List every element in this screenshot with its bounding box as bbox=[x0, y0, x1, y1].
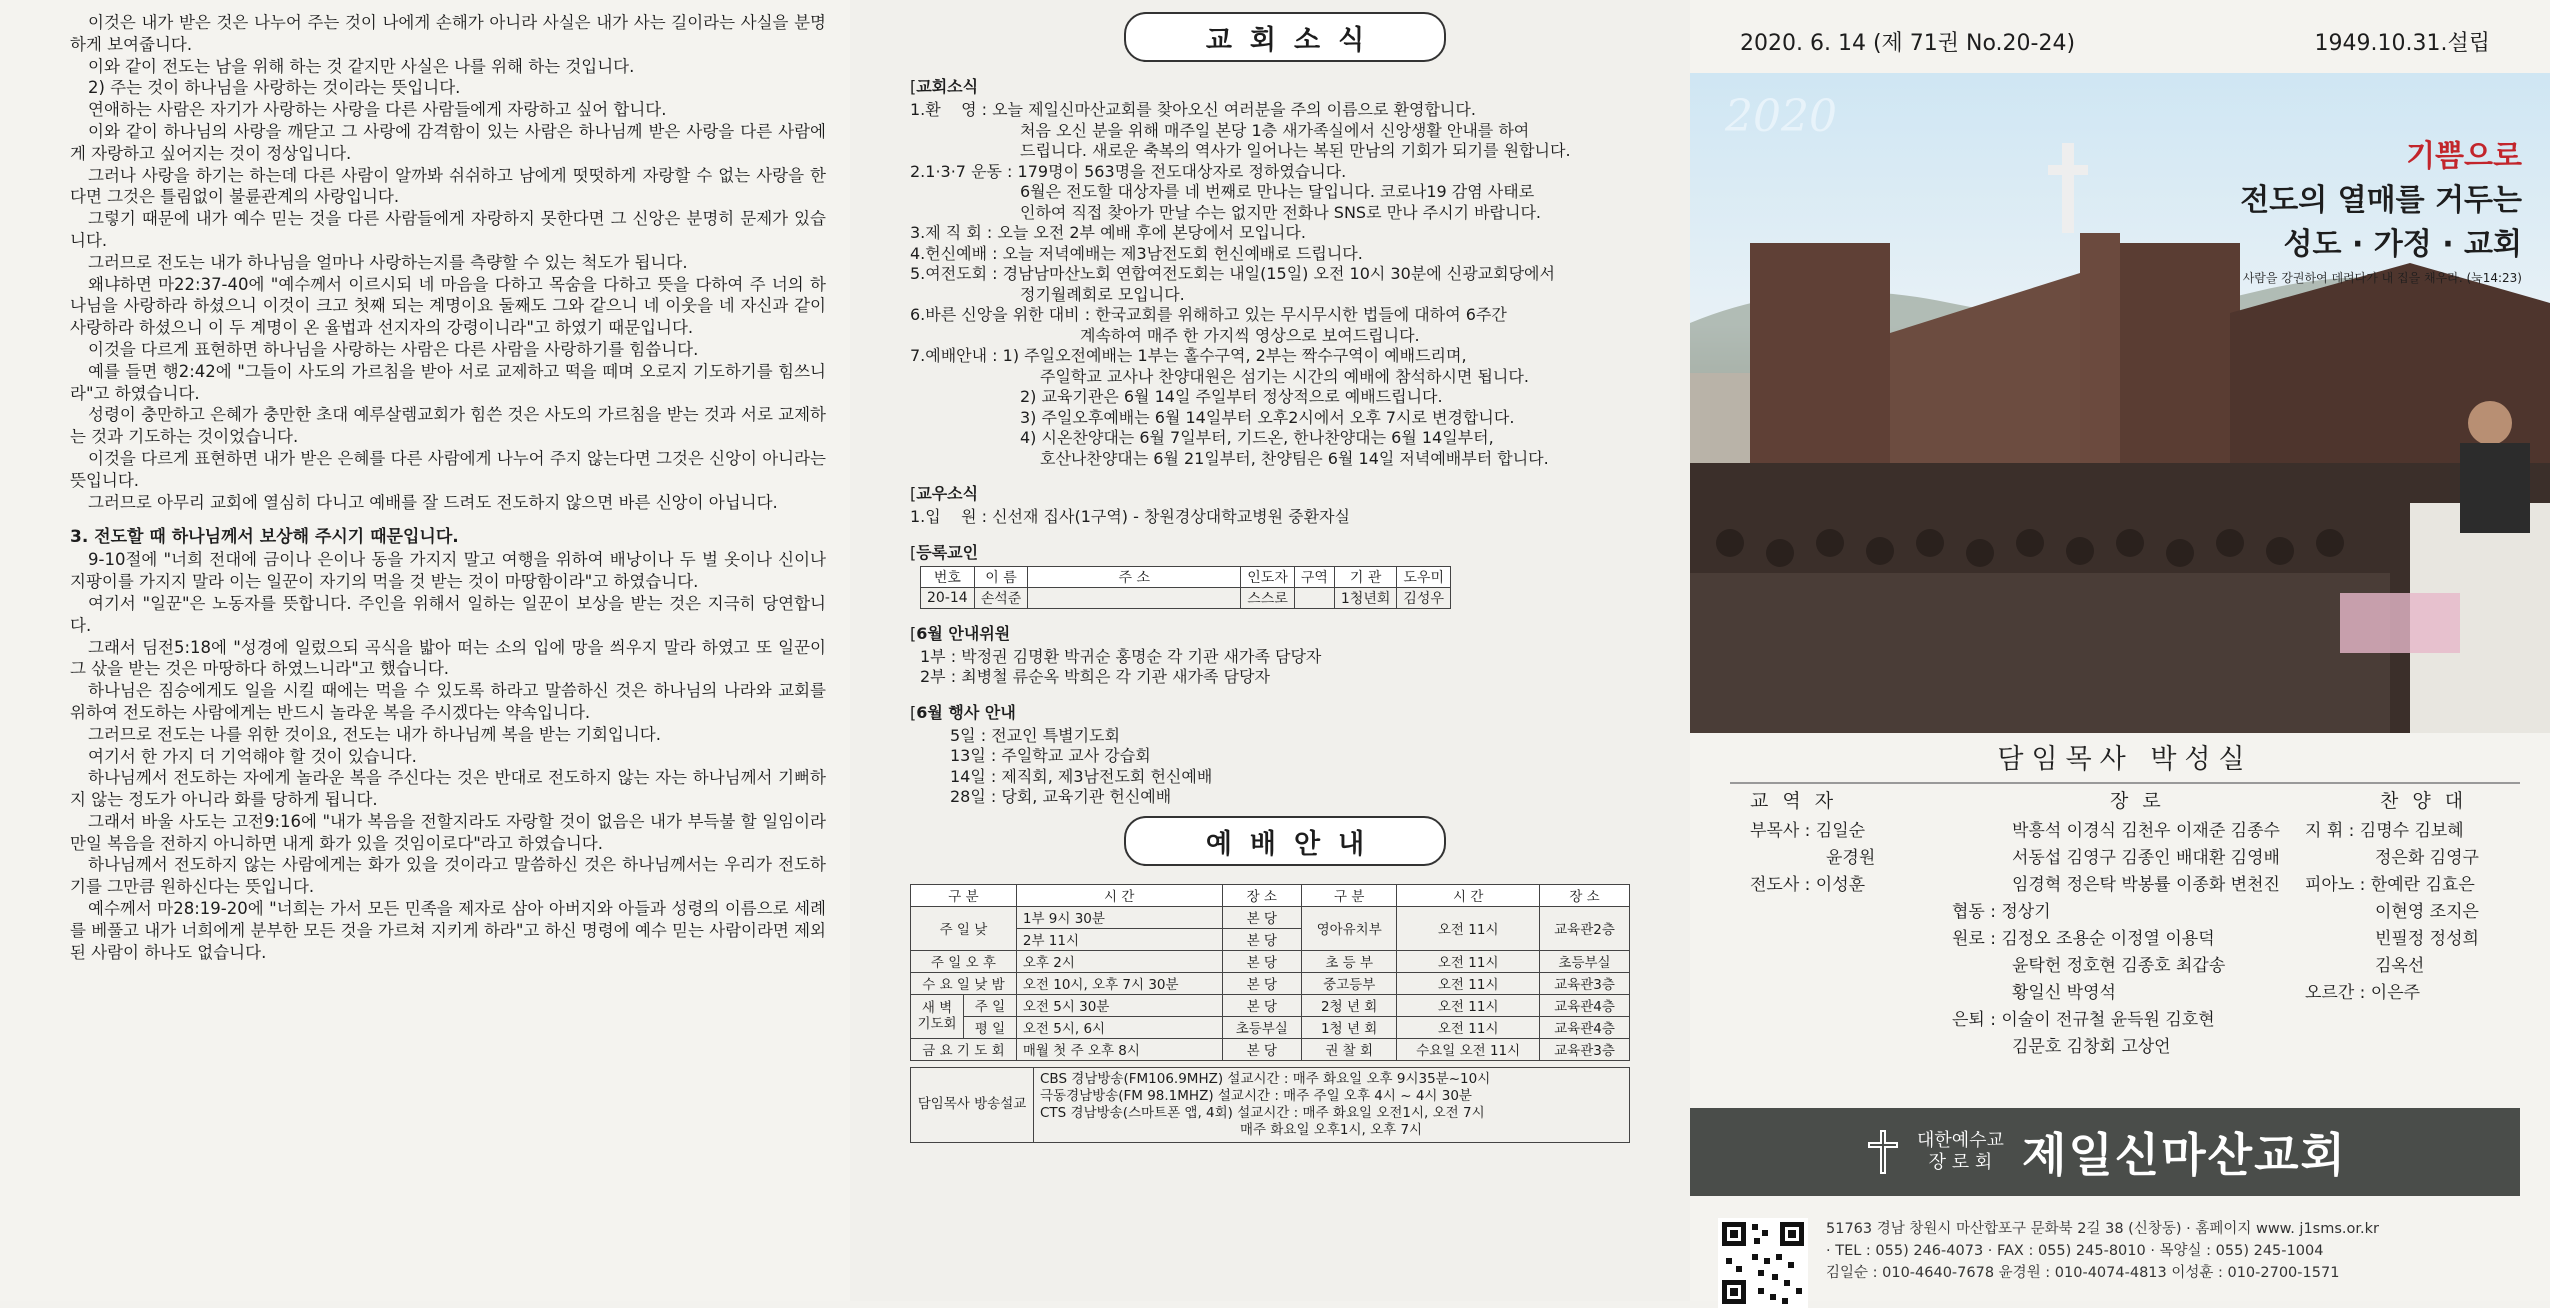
elders-list: 박흥석 이경식 김천우 이재준 김종수 서동섭 김영구 김종인 배대환 김영배 임경혁 정은탁 박봉률 이종화 변천진 협동 : 정상기 원로 : 김정오 조용순 이정열 이용덕 윤탁헌 정호현 김종호 최갑송 황일신 박영석 은퇴 : 이술이 전규철 윤득원 김호현 김문호 김창회 고상언 bbox=[1952, 821, 2280, 1057]
sermon-heading-3: 3. 전도할 때 하나님께서 보상해 주시기 때문입니다. bbox=[70, 527, 459, 548]
table-row: 2부 11시 본 당 bbox=[911, 928, 1630, 950]
wt-header: 장 소 bbox=[1540, 884, 1630, 906]
reg-cell bbox=[1294, 587, 1334, 608]
broadcast-label: 담임목사 방송설교 bbox=[911, 1067, 1034, 1142]
news-item-continued: 호산나찬양대는 6월 21일부터, 찬양팀은 6월 14일 저녁예배부터 합니다. bbox=[1040, 448, 1549, 468]
address: 51763 경남 창원시 마산합포구 문화북 2길 38 (신창동) · 홈페이지 www. j1sms.or.kr bbox=[1826, 1221, 2379, 1237]
news-item: 7.예배안내 : 1) 주일오전예배는 1부는 홀수구역, 2부는 짝수구역이 예배드리며, bbox=[910, 346, 1467, 365]
registration-label: [ 등록교인 bbox=[910, 540, 1660, 563]
reg-header: 번호 bbox=[921, 566, 975, 587]
members-news-item: 1.입 원 : 신선재 집사(1구역) - 창원경상대학교병원 중환자실 bbox=[910, 507, 1350, 526]
news-item-continued: 계속하여 매주 한 가지씩 영상으로 보여드립니다. bbox=[1080, 325, 1420, 345]
reg-cell: 스스로 bbox=[1241, 587, 1295, 608]
reg-cell: 20-14 bbox=[921, 587, 975, 608]
church-name: 제일신마산교회 bbox=[2021, 1128, 2347, 1182]
reg-cell: 1청년회 bbox=[1334, 587, 1396, 608]
sermon-paragraph: 하나님은 짐승에게도 일을 시킬 때에는 먹을 수 있도록 하라고 말씀하신 것은 하나님의 나라와 교회를 위하여 전도하는 사람에게는 반드시 놀라운 복을 주시겠다는 약속입니다. bbox=[70, 681, 826, 722]
sermon-paragraph: 그래서 바울 사도는 고전9:16에 "내가 복음을 전할지라도 자랑할 것이 없음은 내가 부득불 할 일임이라 만일 복음을 전하지 아니하면 내게 화가 있을 것임이로다"라고 하였습니다. bbox=[70, 811, 826, 853]
staff-directory bbox=[1690, 784, 2520, 1104]
footer bbox=[1690, 1218, 2520, 1308]
sermon-paragraph: 이것을 다르게 표현하면 하나님을 사랑하는 사람은 다른 사람을 사랑하기를 힘씁니다. bbox=[88, 339, 699, 359]
news-item: 3.제 직 회 : 오늘 오전 2부 예배 후에 본당에서 모입니다. bbox=[910, 223, 1306, 242]
news-section-label: [ 교회소식 bbox=[910, 74, 1660, 97]
year-overlay: 2020 bbox=[1725, 91, 1837, 142]
sermon-paragraph: 이것은 내가 받은 것은 나누어 주는 것이 나에게 손해가 아니라 사실은 내가 사는 길이라는 사실을 분명하게 보여줍니다. bbox=[70, 13, 826, 54]
sermon-paragraph: 하나님께서 전도하지 않는 사람에게는 화가 있을 것이라고 말씀하신 것은 하나님께서는 우리가 전도하기를 그만큼 원하신다는 뜻입니다. bbox=[70, 855, 826, 897]
guide-label: [ 6월 안내위원 bbox=[910, 621, 1660, 644]
wt-header: 구 분 bbox=[911, 884, 1017, 906]
members-news-label: [ 교우소식 bbox=[910, 481, 1660, 504]
guide-line-2: 2부 : 최병철 류순옥 박희은 각 기관 새가족 담당자 bbox=[920, 667, 1270, 686]
table-row: 평 일 오전 5시, 6시 초등부실 1청 년 회 오전 11시 교육관4층 bbox=[911, 1016, 1630, 1038]
news-list bbox=[910, 100, 1660, 469]
news-column bbox=[850, 0, 1690, 1301]
event-item: 14일 : 제직회, 제3남전도회 헌신예배 bbox=[950, 766, 1213, 786]
news-item: 5.여전도회 : 경남남마산노회 연합여전도회는 내일(15일) 오전 10시 30분에 신광교회당에서 bbox=[910, 264, 1555, 283]
table-row: 주 일 오 후 오후 2시 본 당 초 등 부 오전 11시 초등부실 bbox=[911, 950, 1630, 972]
reg-cell: 손석준 bbox=[974, 587, 1028, 608]
sermon-paragraph: 그래서 딤전5:18에 "성경에 일렀으되 곡식을 밟아 떠는 소의 입에 망을 씌우지 말라 하였고 또 일꾼이 그 삯을 받는 것은 마땅하다 하였느니라"고 했습니다. bbox=[70, 637, 826, 679]
founded-date: 1949.10.31.설립 bbox=[2314, 31, 2490, 56]
sermon-paragraph: 이와 같이 전도는 남을 위해 하는 것 같지만 사실은 나를 위해 하는 것입니다. bbox=[88, 56, 635, 76]
broadcast-lines: CBS 경남방송(FM106.9MHZ) 설교시간 : 매주 화요일 오후 9시35분~10시 극동경남방송(FM 98.1MHZ) 설교시간 : 매주 주일 오후 4시 ~ 4시 30분 CTS 경남방송(스마트폰 앱, 4회) 설교시간 : 매주 화요일 오전1시, 오전 7시 매주 화요일 오후1시, 오후 7시 bbox=[1040, 1070, 1491, 1138]
reg-header: 인도자 bbox=[1241, 566, 1295, 587]
reg-header: 이 름 bbox=[974, 566, 1028, 587]
worship-table bbox=[910, 884, 1630, 1061]
sermon-paragraph: 그러나 사랑을 하기는 하는데 다른 사람이 알까봐 쉬쉬하고 남에게 떳떳하게 자랑할 수 없는 사랑을 한다면 그것은 틀림없이 불륜관계의 사랑입니다. bbox=[70, 165, 826, 207]
sermon-paragraph: 여기서 "일꾼"은 노동자를 뜻합니다. 주인을 위해서 일하는 일꾼이 보상을 받는 것은 지극히 당연합니다. bbox=[70, 593, 826, 635]
events-list bbox=[910, 726, 1660, 808]
church-photo bbox=[1690, 73, 2550, 733]
sermon-paragraph: 그러므로 전도는 나를 위한 것이요, 전도는 내가 하나님께 복을 받는 기회입니다. bbox=[88, 724, 661, 744]
sermon-paragraph: 하나님께서 전도하는 자에게 놀라운 복을 주신다는 것은 반대로 전도하지 않는 자는 하나님께서 기뻐하지 않는 정도가 아니라 화를 당하게 됩니다. bbox=[70, 768, 826, 810]
church-banner bbox=[1690, 1108, 2520, 1196]
sermon-paragraph: 성령이 충만하고 은혜가 충만한 초대 예루살렘교회가 힘쓴 것은 사도의 가르침을 받는 것과 서로 교제하는 것과 기도하는 것이었습니다. bbox=[70, 405, 826, 447]
church-logo-icon bbox=[1863, 1129, 1903, 1175]
sermon-paragraph: 연애하는 사람은 자기가 사랑하는 사랑을 다른 사람들에게 자랑하고 싶어 합니다. bbox=[88, 100, 667, 120]
news-title: 교회소식 bbox=[1124, 12, 1446, 62]
event-item: 5일 : 전교인 특별기도회 bbox=[950, 725, 1120, 745]
news-item-continued: 6월은 전도할 대상자를 네 번째로 만나는 달입니다. 코로나19 감염 사태로 bbox=[1020, 182, 1535, 201]
mobile-numbers: 김일순 : 010-4640-7678 윤경원 : 010-4074-4813 이성훈 : 010-2700-1571 bbox=[1826, 1265, 2340, 1281]
sermon-paragraph: 그러므로 아무리 교회에 열심히 다니고 예배를 잘 드려도 전도하지 않으면 바른 신앙이 아닙니다. bbox=[88, 492, 778, 512]
sermon-paragraph: 예수께서 마28:19-20에 "너희는 가서 모든 민족을 제자로 삼아 아버지와 아들과 성령의 이름으로 세례를 베풀고 내가 너희에게 분부한 모든 것을 가르쳐 지키게 하라"고 하신 명령에 예수 믿는 사람이라면 제외된 사람이 하나도 없습니다. bbox=[70, 899, 826, 962]
news-item: 2.1·3·7 운동 : 179명이 563명을 전도대상자로 정하였습니다. bbox=[910, 161, 1347, 181]
guide-line-1: 1부 : 박정권 김명환 박귀순 홍명순 각 기관 새가족 담당자 bbox=[920, 646, 1322, 666]
reg-cell bbox=[1028, 587, 1241, 608]
sermon-body-2 bbox=[70, 549, 826, 963]
contact-info bbox=[1826, 1218, 2379, 1308]
sermon-paragraph: 그렇기 때문에 내가 예수 믿는 것을 다른 사람들에게 자랑하지 못한다면 그 신앙은 분명히 문제가 있습니다. bbox=[70, 209, 826, 250]
slogan: 기쁨으로 전도의 열매를 거두는 성도 · 가정 · 교회 사람을 강권하여 데려다가 내 집을 채우라. (눅14:23) bbox=[2240, 139, 2522, 285]
wt-header: 시 간 bbox=[1016, 884, 1222, 906]
registration-table bbox=[920, 566, 1451, 609]
news-item-continued: 처음 오신 분을 위해 매주일 본당 1층 새가족실에서 신앙생활 안내를 하여 bbox=[1020, 120, 1530, 140]
event-item: 28일 : 당회, 교육기관 헌신예배 bbox=[950, 787, 1172, 806]
news-item: 4.헌신예배 : 오늘 저녁예배는 제3남전도회 헌신예배로 드립니다. bbox=[910, 243, 1363, 263]
sermon-paragraph: 예를 들면 행2:42에 "그들이 사도의 가르침을 받아 서로 교제하고 떡을 떼며 오로지 기도하기를 힘쓰니라"고 하였습니다. bbox=[70, 361, 826, 403]
broadcast-table bbox=[910, 1067, 1630, 1143]
reg-header: 구역 bbox=[1294, 566, 1334, 587]
issue-date: 2020. 6. 14 (제 71권 No.20-24) bbox=[1740, 31, 2076, 56]
clergy-list: 부목사 : 김일순 윤경원 전도사 : 이성훈 bbox=[1750, 821, 1876, 895]
table-row: 수 요 일 낮 밤 오전 10시, 오후 7시 30분 본 당 중고등부 오전 11시 교육관3층 bbox=[911, 972, 1630, 994]
wt-header: 구 분 bbox=[1302, 884, 1397, 906]
qr-code-icon bbox=[1718, 1218, 1808, 1308]
events-label: [ 6월 행사 안내 bbox=[910, 700, 1660, 723]
reg-cell: 김성우 bbox=[1397, 587, 1451, 608]
sermon-body bbox=[70, 12, 826, 513]
sermon-paragraph: 여기서 한 가지 더 기억해야 할 것이 있습니다. bbox=[88, 746, 417, 766]
sermon-paragraph: 이와 같이 하나님의 사랑을 깨닫고 그 사랑에 감격함이 있는 사람은 하나님께 받은 사랑을 다른 사람에게 자랑하고 싶어지는 것이 정상입니다. bbox=[70, 121, 826, 163]
news-item-continued: 4) 시온찬양대는 6월 7일부터, 기드온, 한나찬양대는 6월 14일부터, bbox=[1020, 428, 1494, 447]
news-item-continued: 주일학교 교사나 찬양대원은 섬기는 시간의 예배에 참석하시면 됩니다. bbox=[1040, 366, 1529, 386]
news-item-continued: 드립니다. 새로운 축복의 역사가 일어나는 복된 만남의 기회가 되기를 원합니다. bbox=[1020, 141, 1571, 160]
news-item: 1.환 영 : 오늘 제일신마산교회를 찾아오신 여러분을 주의 이름으로 환영합니다. bbox=[910, 100, 1476, 119]
sermon-paragraph: 왜냐하면 마22:37-40에 "예수께서 이르시되 네 마음을 다하고 목숨을 다하고 뜻을 다하여 주 너의 하나님을 사랑하라 하셨으니 이것이 크고 첫째 되는 계명이요 둘째도 그와 같으니 네 이웃을 네 자신과 같이 사랑하라 하셨으니 이 두 계명이 온 율법과 선지자의 강령이니라"고 하였기 때문입니다. bbox=[70, 274, 826, 338]
news-item-continued: 정기월례회로 모입니다. bbox=[1020, 284, 1185, 304]
sermon-column bbox=[0, 0, 850, 1301]
news-item-continued: 인하여 직접 찾아가 만날 수는 없지만 전화나 SNS로 만나 주시기 바랍니다. bbox=[1020, 202, 1541, 222]
cover-column bbox=[1690, 0, 2550, 1301]
news-item: 6.바른 신앙을 위한 대비 : 한국교회를 위해하고 있는 무시무시한 법들에 대하여 6주간 bbox=[910, 305, 1507, 324]
reg-header: 도우미 bbox=[1397, 566, 1451, 587]
event-item: 13일 : 주일학교 교사 강습회 bbox=[950, 746, 1151, 765]
denomination: 대한예수교 장 로 회 bbox=[1916, 1130, 2004, 1173]
sermon-paragraph: 9-10절에 "너희 전대에 금이나 은이나 동을 가지지 말고 여행을 위하여 배낭이나 두 벌 옷이나 신이나 지팡이를 가지지 말라 이는 일꾼이 자기의 먹을 것 받는 것이 마땅함이라"고 하였습니다. bbox=[70, 550, 826, 592]
choir-list: 지 휘 : 김명수 김보혜 정은화 김영구 피아노 : 한예란 김효은 이현영 조지은 빈필정 정성희 김옥선 오르간 : 이은주 bbox=[2305, 821, 2479, 1003]
category-elders: 장 로 bbox=[2110, 790, 2165, 812]
wt-header: 장 소 bbox=[1222, 884, 1301, 906]
table-row: 금 요 기 도 회 매월 첫 주 오후 8시 본 당 권 찰 회 수요일 오전 11시 교육관3층 bbox=[911, 1038, 1630, 1060]
worship-title: 예배안내 bbox=[1124, 816, 1446, 866]
table-row: 새 벽 기도회 주 일 오전 5시 30분 본 당 2청 년 회 오전 11시 교육관4층 bbox=[911, 994, 1630, 1016]
category-clergy: 교 역 자 bbox=[1750, 790, 1838, 812]
sermon-paragraph: 그러므로 전도는 내가 하나님을 얼마나 사랑하는지를 측량할 수 있는 척도가 됩니다. bbox=[88, 252, 688, 272]
news-item-continued: 3) 주일오후예배는 6월 14일부터 오후2시에서 오후 7시로 변경합니다. bbox=[1020, 407, 1515, 427]
issue-dateline bbox=[1690, 12, 2520, 67]
news-item-continued: 2) 교육기관은 6월 14일 주일부터 정상적으로 예배드립니다. bbox=[1020, 387, 1443, 406]
wt-header: 시 간 bbox=[1397, 884, 1540, 906]
reg-header: 주 소 bbox=[1028, 566, 1241, 587]
phone-numbers: · TEL : 055) 246-4073 · FAX : 055) 245-8010 · 목양실 : 055) 245-1004 bbox=[1826, 1243, 2324, 1259]
table-row: 주 일 낮 1부 9시 30분 본 당 영아유치부 오전 11시 교육관2층 bbox=[911, 906, 1630, 928]
sermon-paragraph: 2) 주는 것이 하나님을 사랑하는 것이라는 뜻입니다. bbox=[88, 78, 461, 98]
sermon-paragraph: 이것을 다르게 표현하면 내가 받은 은혜를 다른 사람에게 나누어 주지 않는다면 그것은 신앙이 아니라는 뜻입니다. bbox=[70, 448, 826, 490]
senior-pastor: 담임목사 박성실 bbox=[1730, 737, 2520, 784]
category-choir: 찬 양 대 bbox=[2380, 790, 2468, 812]
reg-header: 기 관 bbox=[1334, 566, 1396, 587]
